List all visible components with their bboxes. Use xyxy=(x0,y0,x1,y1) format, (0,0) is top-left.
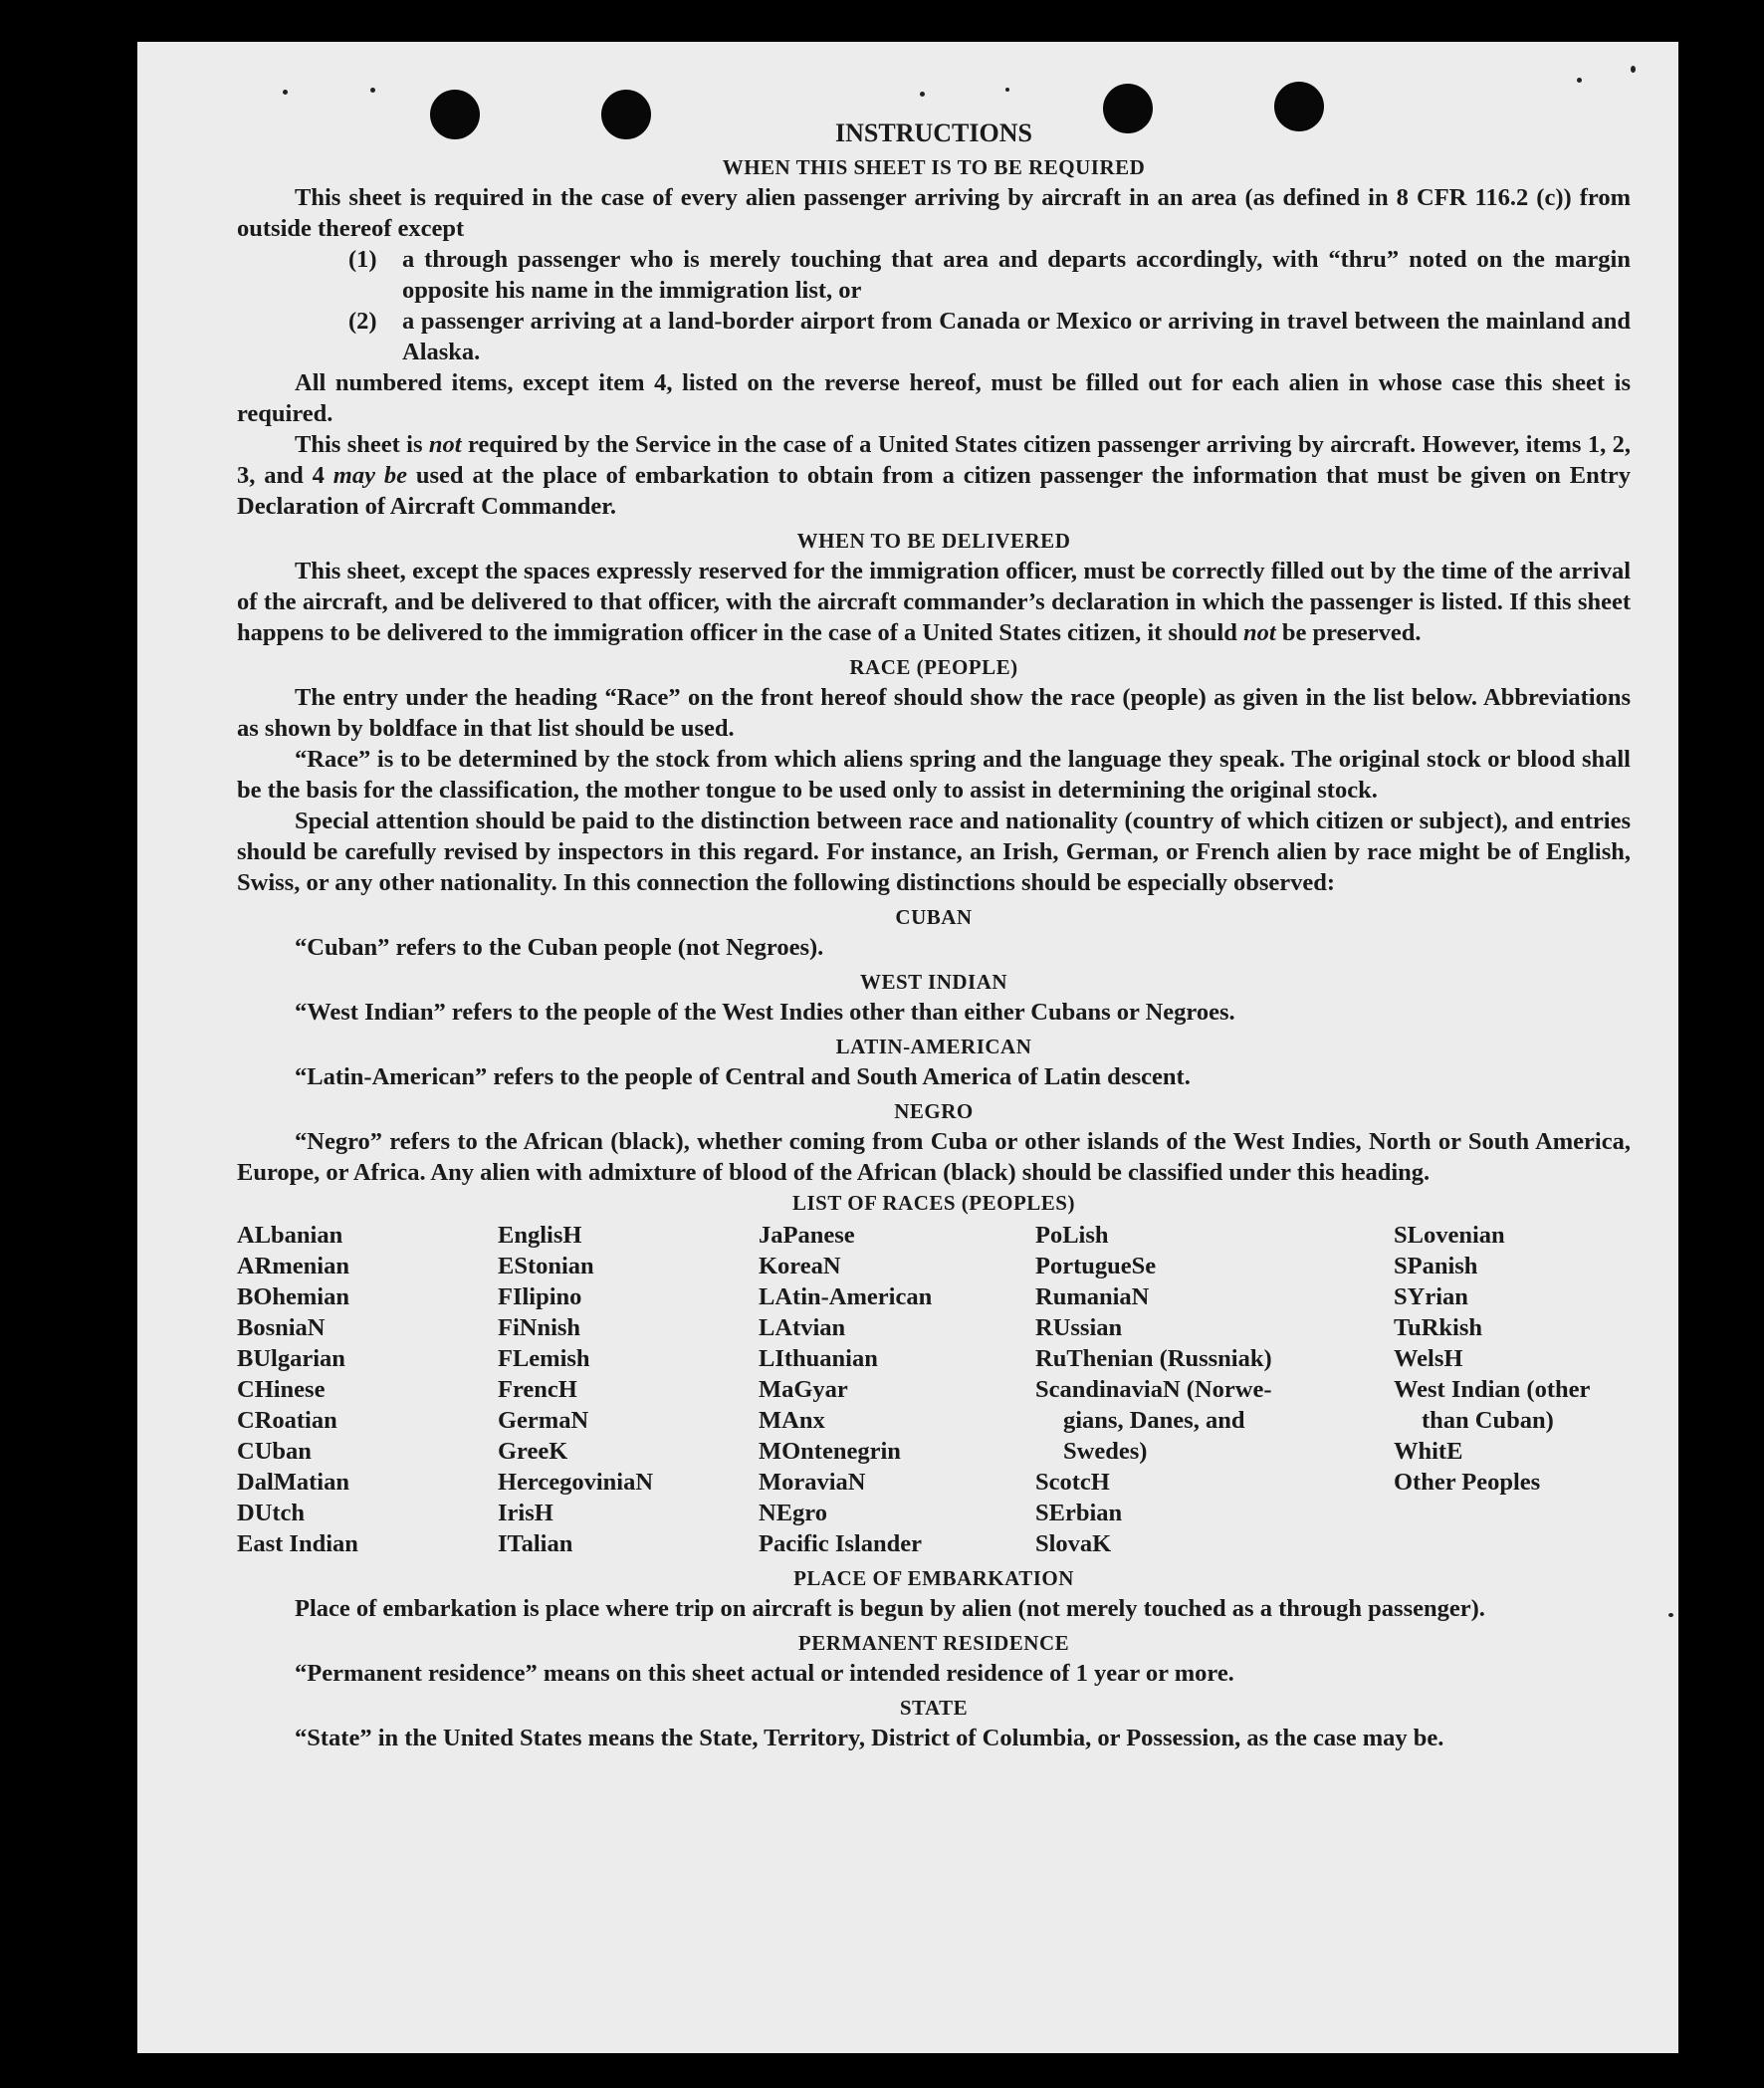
paragraph: All numbered items, except item 4, listed on the reverse hereof, must be filled out for each alien in whose case this sheet is required. xyxy=(237,369,1631,427)
race-entry: NEgro xyxy=(759,1500,827,1526)
race-entry: CHinese xyxy=(237,1376,326,1403)
race-entry: BosniaN xyxy=(237,1314,326,1341)
race-entry: than Cuban) xyxy=(1422,1407,1554,1434)
race-entry: WhitE xyxy=(1394,1438,1463,1465)
race-entry: SLovenian xyxy=(1394,1222,1505,1249)
document-page xyxy=(137,42,1678,2053)
race-entry: CRoatian xyxy=(237,1407,337,1434)
text-run: This sheet is xyxy=(295,431,429,458)
race-entry: East Indian xyxy=(237,1530,358,1557)
race-entry: KoreaN xyxy=(759,1253,841,1279)
text-run: required by the Service in the case of a United States citizen passenger arriving by aircraft. However, items 1, 2, 3, and 4 xyxy=(237,431,1631,489)
text-run: This sheet, except the spaces expressly reserved for the immigration officer, must be correctly filled out by the time of the arrival of the aircraft, and be delivered to that officer, with the aircraft commander’s declaration in which the passenger is listed. If this sheet happens to be delivered to the immigration officer in the case of a United States citizen, it should xyxy=(237,558,1631,646)
race-entry: PortugueSe xyxy=(1035,1253,1157,1279)
section-heading-place-of-embarkation: PLACE OF EMBARKATION xyxy=(793,1566,1074,1590)
race-entry: EStonian xyxy=(498,1253,594,1279)
speck xyxy=(1631,66,1636,73)
instructions-content xyxy=(237,117,1631,1753)
speck xyxy=(920,92,925,97)
race-entry: GermaN xyxy=(498,1407,589,1434)
list-item xyxy=(348,306,1631,367)
speck xyxy=(1668,1613,1673,1617)
definition: Place of embarkation is place where trip on aircraft is begun by alien (not merely touched as a through passenger). xyxy=(295,1595,1485,1622)
race-entry: SYrian xyxy=(1394,1283,1468,1310)
definition: “Permanent residence” means on this sheet actual or intended residence of 1 year or more. xyxy=(295,1660,1234,1687)
race-entry: RuThenian (Russniak) xyxy=(1035,1345,1272,1372)
section-heading-list-of-races: LIST OF RACES (PEOPLES) xyxy=(792,1191,1075,1215)
races-column xyxy=(498,1220,759,1559)
race-entry: HercegoviniaN xyxy=(498,1469,654,1496)
race-entry: TuRkish xyxy=(1394,1314,1483,1341)
race-entry: ALbanian xyxy=(237,1222,343,1249)
race-entry: CUban xyxy=(237,1438,312,1465)
race-entry: ARmenian xyxy=(237,1253,349,1279)
speck xyxy=(1577,78,1582,83)
race-entry: ScandinaviaN (Norwe- xyxy=(1035,1376,1272,1403)
section-heading-cuban: CUBAN xyxy=(895,905,973,929)
section-heading-negro: NEGRO xyxy=(894,1099,974,1123)
section-heading-permanent-residence: PERMANENT RESIDENCE xyxy=(797,1631,1070,1655)
race-entry: FLemish xyxy=(498,1345,590,1372)
race-entry: LAtvian xyxy=(759,1314,846,1341)
definition: “Latin-American” refers to the people of Central and South America of Latin descent. xyxy=(295,1063,1191,1090)
race-entry: SPanish xyxy=(1394,1253,1478,1279)
paragraph xyxy=(237,429,1631,522)
section-heading-when-required: WHEN THIS SHEET IS TO BE REQUIRED xyxy=(722,155,1146,179)
race-entry: gians, Danes, and xyxy=(1063,1407,1245,1434)
race-entry: WelsH xyxy=(1394,1345,1463,1372)
race-entry: LAtin-American xyxy=(759,1283,933,1310)
races-list xyxy=(237,1220,1631,1559)
race-entry: IrisH xyxy=(498,1500,553,1526)
race-entry: MAnx xyxy=(759,1407,825,1434)
race-entry: FiNnish xyxy=(498,1314,581,1341)
race-entry: EnglisH xyxy=(498,1222,582,1249)
races-column xyxy=(1035,1220,1394,1559)
race-entry: JaPanese xyxy=(759,1222,855,1249)
emphasis: not xyxy=(428,431,462,458)
speck xyxy=(283,90,288,95)
section-heading-race: RACE (PEOPLE) xyxy=(849,655,1018,679)
item-text: a through passenger who is merely touching that area and departs accordingly, with “thru” noted on the margin opposite his name in the immigration list, or xyxy=(402,246,1631,304)
item-number: (1) xyxy=(348,246,377,273)
races-column xyxy=(759,1220,1035,1559)
definition: “West Indian” refers to the people of the West Indies other than either Cubans or Negroes. xyxy=(295,999,1235,1026)
speck xyxy=(1005,88,1009,92)
section-heading-west-indian: WEST INDIAN xyxy=(859,970,1008,994)
paragraph: This sheet is required in the case of every alien passenger arriving by aircraft in an area (as defined in 8 CFR 116.2 (c)) from outside thereof except xyxy=(237,184,1631,242)
race-entry: LIthuanian xyxy=(759,1345,878,1372)
section-heading-latin-american: LATIN-AMERICAN xyxy=(835,1035,1032,1058)
speck xyxy=(370,88,375,93)
paragraph: “Race” is to be determined by the stock from which aliens spring and the language they speak. The original stock or blood shall be the basis for the classification, the mother tongue to be used only to assist in determining the original stock. xyxy=(237,746,1631,804)
definition: “Cuban” refers to the Cuban people (not Negroes). xyxy=(295,934,824,961)
race-entry: MoraviaN xyxy=(759,1469,866,1496)
item-text: a passenger arriving at a land-border airport from Canada or Mexico or arriving in travel between the mainland and Alaska. xyxy=(402,308,1631,365)
section-heading-state: STATE xyxy=(899,1696,969,1720)
race-entry: BOhemian xyxy=(237,1283,349,1310)
emphasis: not xyxy=(1243,619,1276,646)
paragraph: Special attention should be paid to the distinction between race and nationality (country of which citizen or subject), and entries should be carefully revised by inspectors in this regard. For instance, an Irish, German, or French alien by race might be of English, Swiss, or any other nationality. In this connection the following distinctions should be especially observed: xyxy=(237,808,1631,896)
race-entry: FrencH xyxy=(498,1376,577,1403)
race-entry: Pacific Islander xyxy=(759,1530,922,1557)
race-entry: West Indian (other xyxy=(1394,1376,1591,1403)
races-column xyxy=(1394,1220,1631,1559)
race-entry: RUssian xyxy=(1035,1314,1123,1341)
emphasis: may be xyxy=(332,462,407,489)
race-entry: MaGyar xyxy=(759,1376,848,1403)
paragraph: The entry under the heading “Race” on the front hereof should show the race (people) as given in the list below. Abbreviations as shown by boldface in that list should be used. xyxy=(237,684,1631,742)
section-heading-when-delivered: WHEN TO BE DELIVERED xyxy=(796,529,1071,553)
paragraph xyxy=(237,556,1631,648)
race-entry: Other Peoples xyxy=(1394,1469,1541,1496)
race-entry: BUlgarian xyxy=(237,1345,345,1372)
races-column xyxy=(237,1220,498,1559)
page-title: INSTRUCTIONS xyxy=(835,118,1032,147)
race-entry: MOntenegrin xyxy=(759,1438,901,1465)
race-entry: SErbian xyxy=(1035,1500,1123,1526)
race-entry: PoLish xyxy=(1035,1222,1109,1249)
race-entry: GreeK xyxy=(498,1438,568,1465)
definition: “State” in the United States means the State, Territory, District of Columbia, or Possession, as the case may be. xyxy=(295,1725,1444,1751)
text-run: used at the place of embarkation to obtain from a citizen passenger the information that must be given on Entry Declaration of Aircraft Commander. xyxy=(237,462,1631,520)
item-number: (2) xyxy=(348,308,377,335)
race-entry: ITalian xyxy=(498,1530,573,1557)
race-entry: ScotcH xyxy=(1035,1469,1110,1496)
race-entry: DUtch xyxy=(237,1500,306,1526)
race-entry: RumaniaN xyxy=(1035,1283,1150,1310)
race-entry: DalMatian xyxy=(237,1469,349,1496)
definition: “Negro” refers to the African (black), whether coming from Cuba or other islands of the West Indies, North or South America, Europe, or Africa. Any alien with admixture of blood of the African (black) should be classified under this heading. xyxy=(237,1128,1631,1186)
text-run: be preserved. xyxy=(1275,619,1422,646)
race-entry: SlovaK xyxy=(1035,1530,1112,1557)
race-entry: Swedes) xyxy=(1063,1438,1148,1465)
list-item xyxy=(348,244,1631,306)
race-entry: FIlipino xyxy=(498,1283,582,1310)
